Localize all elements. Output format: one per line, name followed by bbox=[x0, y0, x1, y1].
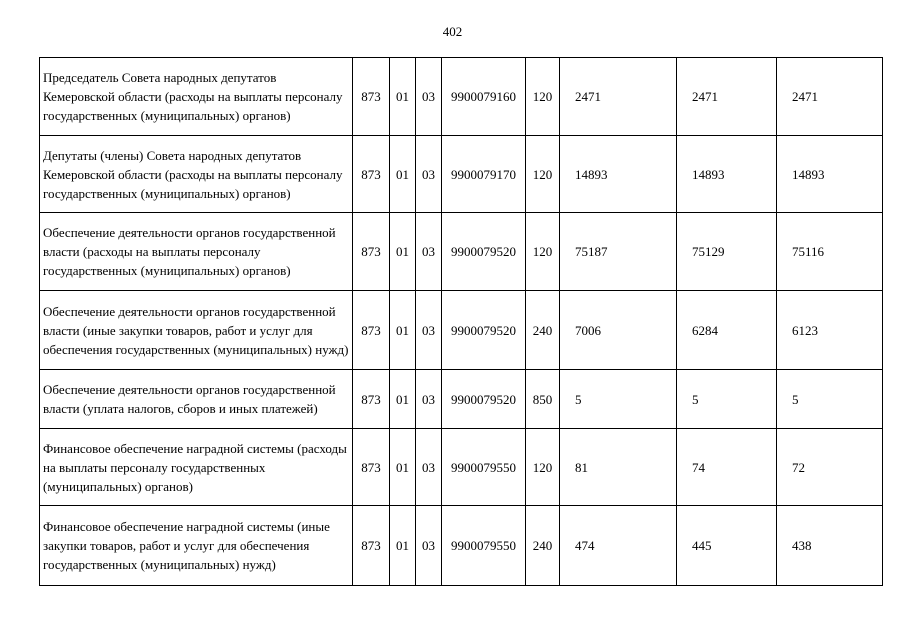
amount-year-2: 6284 bbox=[677, 291, 777, 370]
section-code: 01 bbox=[390, 291, 416, 370]
ministry-code: 873 bbox=[353, 370, 390, 429]
section-code: 01 bbox=[390, 506, 416, 586]
section-code: 01 bbox=[390, 370, 416, 429]
target-article-code: 9900079550 bbox=[442, 429, 526, 506]
budget-table bbox=[39, 57, 883, 586]
ministry-code: 873 bbox=[353, 136, 390, 213]
table-row bbox=[40, 506, 883, 586]
amount-year-2: 2471 bbox=[677, 58, 777, 136]
row-name: Обеспечение деятельности органов государственной власти (расходы на выплаты персоналу государственных (муниципальных) органов) bbox=[40, 213, 353, 291]
section-code: 01 bbox=[390, 213, 416, 291]
target-article-code: 9900079550 bbox=[442, 506, 526, 586]
amount-year-2: 74 bbox=[677, 429, 777, 506]
expense-type-code: 850 bbox=[526, 370, 560, 429]
amount-year-2: 75129 bbox=[677, 213, 777, 291]
table-row bbox=[40, 136, 883, 213]
subsection-code: 03 bbox=[416, 506, 442, 586]
expense-type-code: 120 bbox=[526, 136, 560, 213]
target-article-code: 9900079520 bbox=[442, 291, 526, 370]
amount-year-2: 14893 bbox=[677, 136, 777, 213]
subsection-code: 03 bbox=[416, 291, 442, 370]
table-row bbox=[40, 370, 883, 429]
amount-year-3: 6123 bbox=[777, 291, 883, 370]
amount-year-1: 81 bbox=[560, 429, 677, 506]
row-name: Депутаты (члены) Совета народных депутатов Кемеровской области (расходы на выплаты персоналу государственных (муниципальных) органов) bbox=[40, 136, 353, 213]
section-code: 01 bbox=[390, 429, 416, 506]
row-name: Обеспечение деятельности органов государственной власти (иные закупки товаров, работ и услуг для обеспечения государственных (муниципальных) нужд) bbox=[40, 291, 353, 370]
amount-year-3: 438 bbox=[777, 506, 883, 586]
subsection-code: 03 bbox=[416, 136, 442, 213]
expense-type-code: 240 bbox=[526, 506, 560, 586]
amount-year-3: 14893 bbox=[777, 136, 883, 213]
row-name: Финансовое обеспечение наградной системы (расходы на выплаты персоналу государственных (муниципальных) органов) bbox=[40, 429, 353, 506]
amount-year-3: 2471 bbox=[777, 58, 883, 136]
ministry-code: 873 bbox=[353, 429, 390, 506]
amount-year-3: 75116 bbox=[777, 213, 883, 291]
ministry-code: 873 bbox=[353, 58, 390, 136]
subsection-code: 03 bbox=[416, 429, 442, 506]
amount-year-2: 445 bbox=[677, 506, 777, 586]
amount-year-3: 72 bbox=[777, 429, 883, 506]
amount-year-3: 5 bbox=[777, 370, 883, 429]
row-name: Обеспечение деятельности органов государственной власти (уплата налогов, сборов и иных платежей) bbox=[40, 370, 353, 429]
target-article-code: 9900079160 bbox=[442, 58, 526, 136]
row-name: Председатель Совета народных депутатов Кемеровской области (расходы на выплаты персоналу государственных (муниципальных) органов) bbox=[40, 58, 353, 136]
subsection-code: 03 bbox=[416, 370, 442, 429]
ministry-code: 873 bbox=[353, 506, 390, 586]
expense-type-code: 240 bbox=[526, 291, 560, 370]
amount-year-1: 7006 bbox=[560, 291, 677, 370]
table-row bbox=[40, 213, 883, 291]
target-article-code: 9900079170 bbox=[442, 136, 526, 213]
subsection-code: 03 bbox=[416, 213, 442, 291]
table-row bbox=[40, 58, 883, 136]
section-code: 01 bbox=[390, 58, 416, 136]
amount-year-1: 75187 bbox=[560, 213, 677, 291]
expense-type-code: 120 bbox=[526, 213, 560, 291]
expense-type-code: 120 bbox=[526, 58, 560, 136]
table-row bbox=[40, 291, 883, 370]
expense-type-code: 120 bbox=[526, 429, 560, 506]
page-number: 402 bbox=[442, 24, 463, 39]
amount-year-1: 5 bbox=[560, 370, 677, 429]
target-article-code: 9900079520 bbox=[442, 370, 526, 429]
section-code: 01 bbox=[390, 136, 416, 213]
amount-year-1: 474 bbox=[560, 506, 677, 586]
amount-year-2: 5 bbox=[677, 370, 777, 429]
row-name: Финансовое обеспечение наградной системы (иные закупки товаров, работ и услуг для обеспечения государственных (муниципальных) нужд) bbox=[40, 506, 353, 586]
table-row bbox=[40, 429, 883, 506]
ministry-code: 873 bbox=[353, 291, 390, 370]
amount-year-1: 2471 bbox=[560, 58, 677, 136]
ministry-code: 873 bbox=[353, 213, 390, 291]
subsection-code: 03 bbox=[416, 58, 442, 136]
target-article-code: 9900079520 bbox=[442, 213, 526, 291]
amount-year-1: 14893 bbox=[560, 136, 677, 213]
